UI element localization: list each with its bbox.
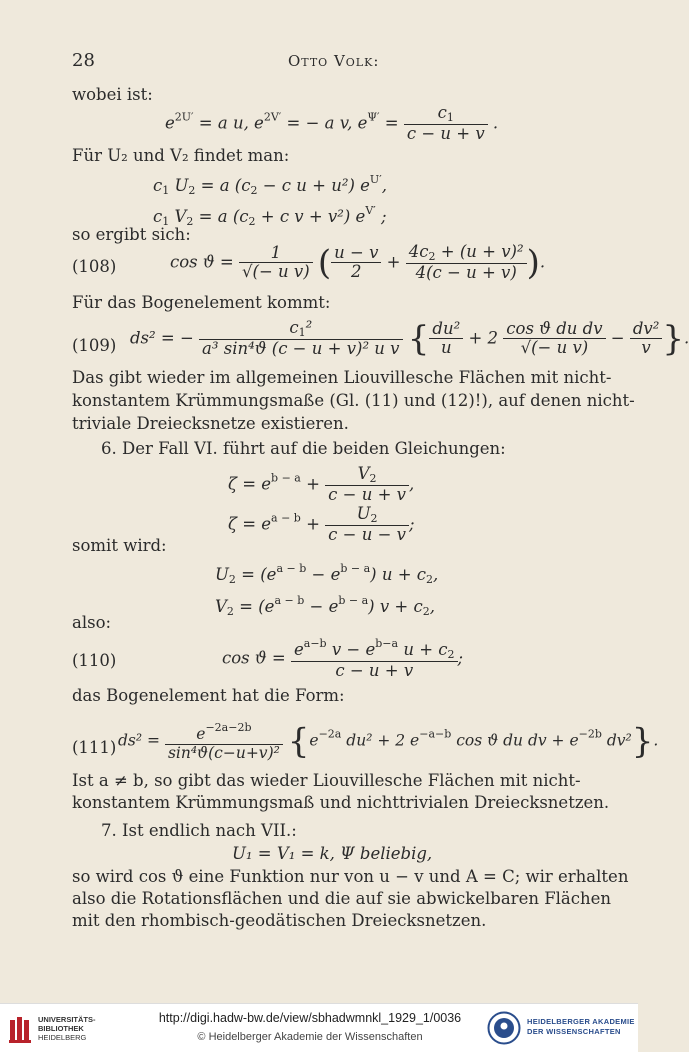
equation-v2: $V_2 = (e^{a - b} - e^{b - a}) v + c_2$, — [215, 594, 435, 618]
university-library-logo-icon — [8, 1014, 36, 1044]
text-das-gibt-2: konstantem Krümmungsmaße (Gl. (11) und (12)!), auf denen nicht- — [72, 391, 635, 410]
text-das-gibt-3: triviale Dreiecksnetze existieren. — [72, 414, 349, 433]
equation-number-110: (110) — [72, 651, 117, 670]
equation-c1u2: $c_1$ $U_2 = a$ ($c_2 - c$ u + u²) $e^{U'}$, — [153, 173, 387, 197]
academy-label: HEIDELBERGER AKADEMIE DER WISSENSCHAFTEN — [527, 1017, 635, 1036]
text-also: also: — [72, 613, 112, 632]
text-so-wird-1: so wird cos ϑ eine Funktion nur von u − v und A = C; wir erhalten — [72, 867, 629, 886]
equation-number-111: (111) — [72, 738, 117, 757]
text-das-gibt-1: Das gibt wieder im allgemeinen Liouvillesche Flächen mit nicht- — [72, 368, 612, 387]
equation-111: ds² = $\frac{e^{-2a-2b}}{\text{sin⁴ϑ(c−u+v)²}}$ {$e^{-2a}$ du² + 2 $e^{-a-b}$ cos ϑ du dv + $e^{-2b}$ dv²}. — [118, 721, 659, 762]
text-somit: somit wird: — [72, 536, 167, 555]
equation-number-109: (109) — [72, 336, 117, 355]
source-url-link[interactable]: http://digi.hadw-bw.de/view/sbhadwmnkl_1929_1/0036 — [158, 1011, 462, 1025]
copyright-text: © Heidelberger Akademie der Wissenschaften — [197, 1031, 423, 1043]
text-so-wird-2: also die Rotationsflächen und die auf sie abwickelbaren Flächen — [72, 889, 612, 908]
text-ist-vii: 7. Ist endlich nach VII.: — [101, 821, 297, 840]
equation-vii: U₁ = V₁ = k, Ψ beliebig, — [232, 844, 433, 863]
equation-109: ds² = − $\frac{c_1^2}{\text{a³ sin⁴ϑ (c − u + v)² u v}}$ { $\frac{\text{du²}}{u}$ + 2 $\frac{\text{cos ϑ du dv}}{\text{√(− u v)}}$ − $\frac{\text{dv²}}{v}$ }. — [130, 318, 689, 359]
running-head: Otto Volk: — [288, 52, 380, 70]
equation-110: cos ϑ = $\frac{e^{a-b} v - e^{b-a} u + c_2}{c - u + v}$ ; — [222, 637, 464, 680]
text-fuer-u2: Für U₂ und V₂ findet man: — [72, 146, 290, 165]
text-wobei: wobei ist: — [72, 85, 153, 104]
equation-108: cos ϑ = $\frac{1}{\text{√(− u v)}}$ ( $\frac{u - v}{2}$ + $\frac{4c_2 + (u + v)^2}{4(c - u + v)}$ ). — [170, 242, 546, 283]
text-ist-a-2: konstantem Krümmungsmaß und nichttrivialen Dreiecksnetzen. — [72, 793, 610, 812]
equation-exponentials: $e^{2U'} = a$ u, $e^{2V'}$ = − a v, $e^{\Psi'}$ = $\frac{c_1}{c - u + v}$ . — [165, 103, 499, 143]
equation-zeta-2: $\zeta = e^{a - b}$ + $\frac{U_2}{c - u - v}$ ; — [228, 504, 415, 544]
page-number: 28 — [72, 50, 95, 71]
text-so-ergibt: so ergibt sich: — [72, 225, 191, 244]
text-fall-vi: 6. Der Fall VI. führt auf die beiden Gleichungen: — [101, 439, 506, 458]
equation-zeta-1: $\zeta = e^{b - a}$ + $\frac{V_2}{c - u + v}$ , — [228, 464, 415, 504]
text-fuer-bogen: Für das Bogenelement kommt: — [72, 293, 331, 312]
equation-number-108: (108) — [72, 257, 117, 276]
text-bogen-form: das Bogenelement hat die Form: — [72, 686, 345, 705]
equation-u2: $U_2 = (e^{a - b} - e^{b - a}) u + c_2$, — [215, 562, 439, 586]
text-ist-a-1: Ist a ≠ b, so gibt das wieder Liouvillesche Flächen mit nicht- — [72, 771, 581, 790]
academy-seal-icon — [487, 1011, 521, 1045]
footer-bar — [0, 1003, 638, 1052]
equation-c1v2: $c_1$ $V_2 = a$ ($c_2 + c$ v + v²) $e^{V'}$ ; — [153, 204, 387, 228]
university-library-label: UNIVERSITÄTS- BIBLIOTHEK HEIDELBERG — [38, 1015, 96, 1042]
text-so-wird-3: mit den rhombisch-geodätischen Dreiecksnetzen. — [72, 911, 487, 930]
